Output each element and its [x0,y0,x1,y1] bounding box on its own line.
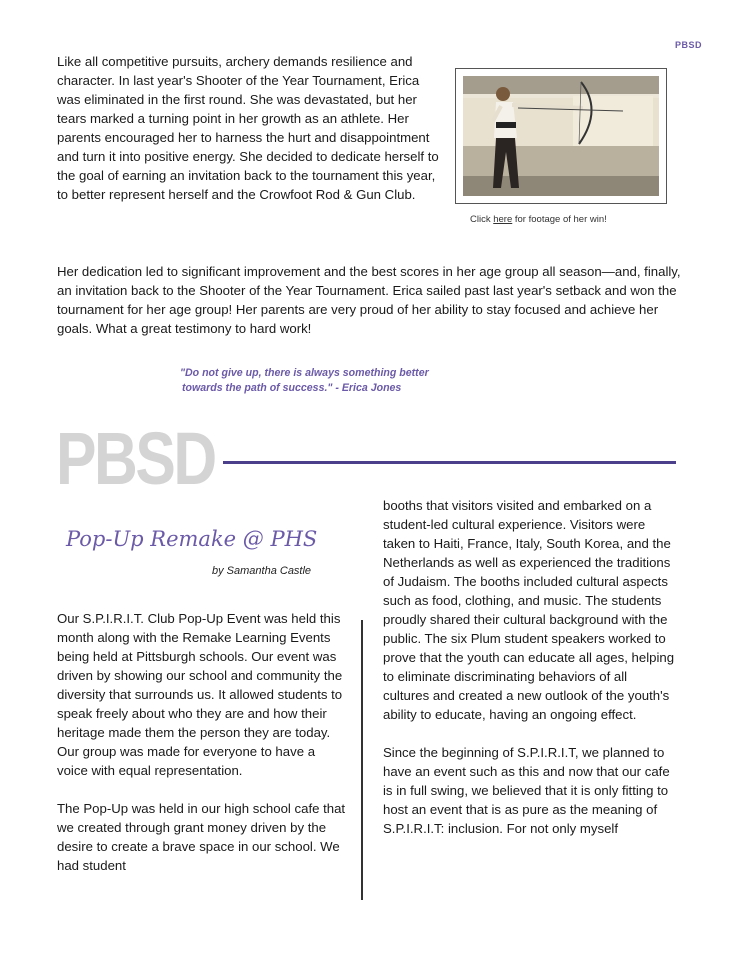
article-byline: by Samantha Castle [212,565,312,577]
archer-photo-image [463,76,659,196]
article-paragraph-2 [57,262,681,338]
caption-text-start: Click [470,214,494,225]
column-paragraph: Our S.P.I.R.I.T. Club Pop-Up Event was held this month along with the Remake Learning Events being held at Pittsburgh schools. Our event was driven by showing our school and community the diversity that surrounds us. It allowed students to speak freely about who they are and how their heritage made them the person they are today. Our group was made for everyone to have a voice with equal representation. [57,611,343,778]
photo-caption [470,214,607,225]
article-paragraph-1 [57,52,439,204]
column-divider [361,620,363,900]
article-title: Pop-Up Remake @ PHS [66,527,318,551]
archer-photo[interactable] [455,68,667,204]
section-divider [223,461,676,464]
column-paragraph: Since the beginning of S.P.I.R.I.T, we planned to have an event such as this and now that our cafe is in full swing, we believed that it is only fitting to host an event that is as pure as the meaning of S.P.I.R.I.T: inclusion. For not only myself [383,745,670,836]
caption-text-end: for footage of her win! [512,214,607,225]
article-column-1 [57,609,349,894]
pull-quote [180,366,510,396]
pbsd-logo: PBSD [56,417,215,500]
paragraph-text: Like all competitive pursuits, archery demands resilience and character. In last year's Shooter of the Year Tournament, Erica was eliminated in the first round. She was devastated, but her tears marked a turning point in her growth as an athlete. Her parents encouraged her to harness the hurt and disappointment and turn it into positive energy. She decided to dedicate herself to the goal of earning an invitation back to the tournament this year, to better represent herself and the Crowfoot Rod & Gun Club. [57,54,439,202]
column-paragraph: booths that visitors visited and embarked on a student-led cultural experience. Visitors were taken to Haiti, France, Italy, South Korea, and the Netherlands as well as experienced the traditions of Judaism. The booths included cultural aspects such as food, clothing, and music. The students proudly shared their cultural background with the public. The six Plum student speakers worked to prove that the youth can educate all ages, helping to eliminate discriminating behaviors of all cultures and created a new outlook of the youth's ability to educate, having an ongoing effect. [383,498,675,722]
quote-line-2: towards the path of success." - Erica Jones [182,382,402,394]
page-number: PBSD [675,40,703,50]
footage-link[interactable]: here [493,214,513,225]
column-paragraph: The Pop-Up was held in our high school cafe that we created through grant money driven by the desire to create a brave space in our school. We had student [57,801,346,873]
paragraph-text: Her dedication led to significant improvement and the best scores in her age group all season—and, finally, an invitation back to the Shooter of the Year Tournament. Erica sailed past last year's setback and won the tournament for her age group! Her parents are very proud of her ability to stay focused and achieve her goals. What a great testimony to hard work! [57,264,681,336]
article-column-2 [383,496,675,857]
quote-line-1: "Do not give up, there is always something better [180,367,429,379]
